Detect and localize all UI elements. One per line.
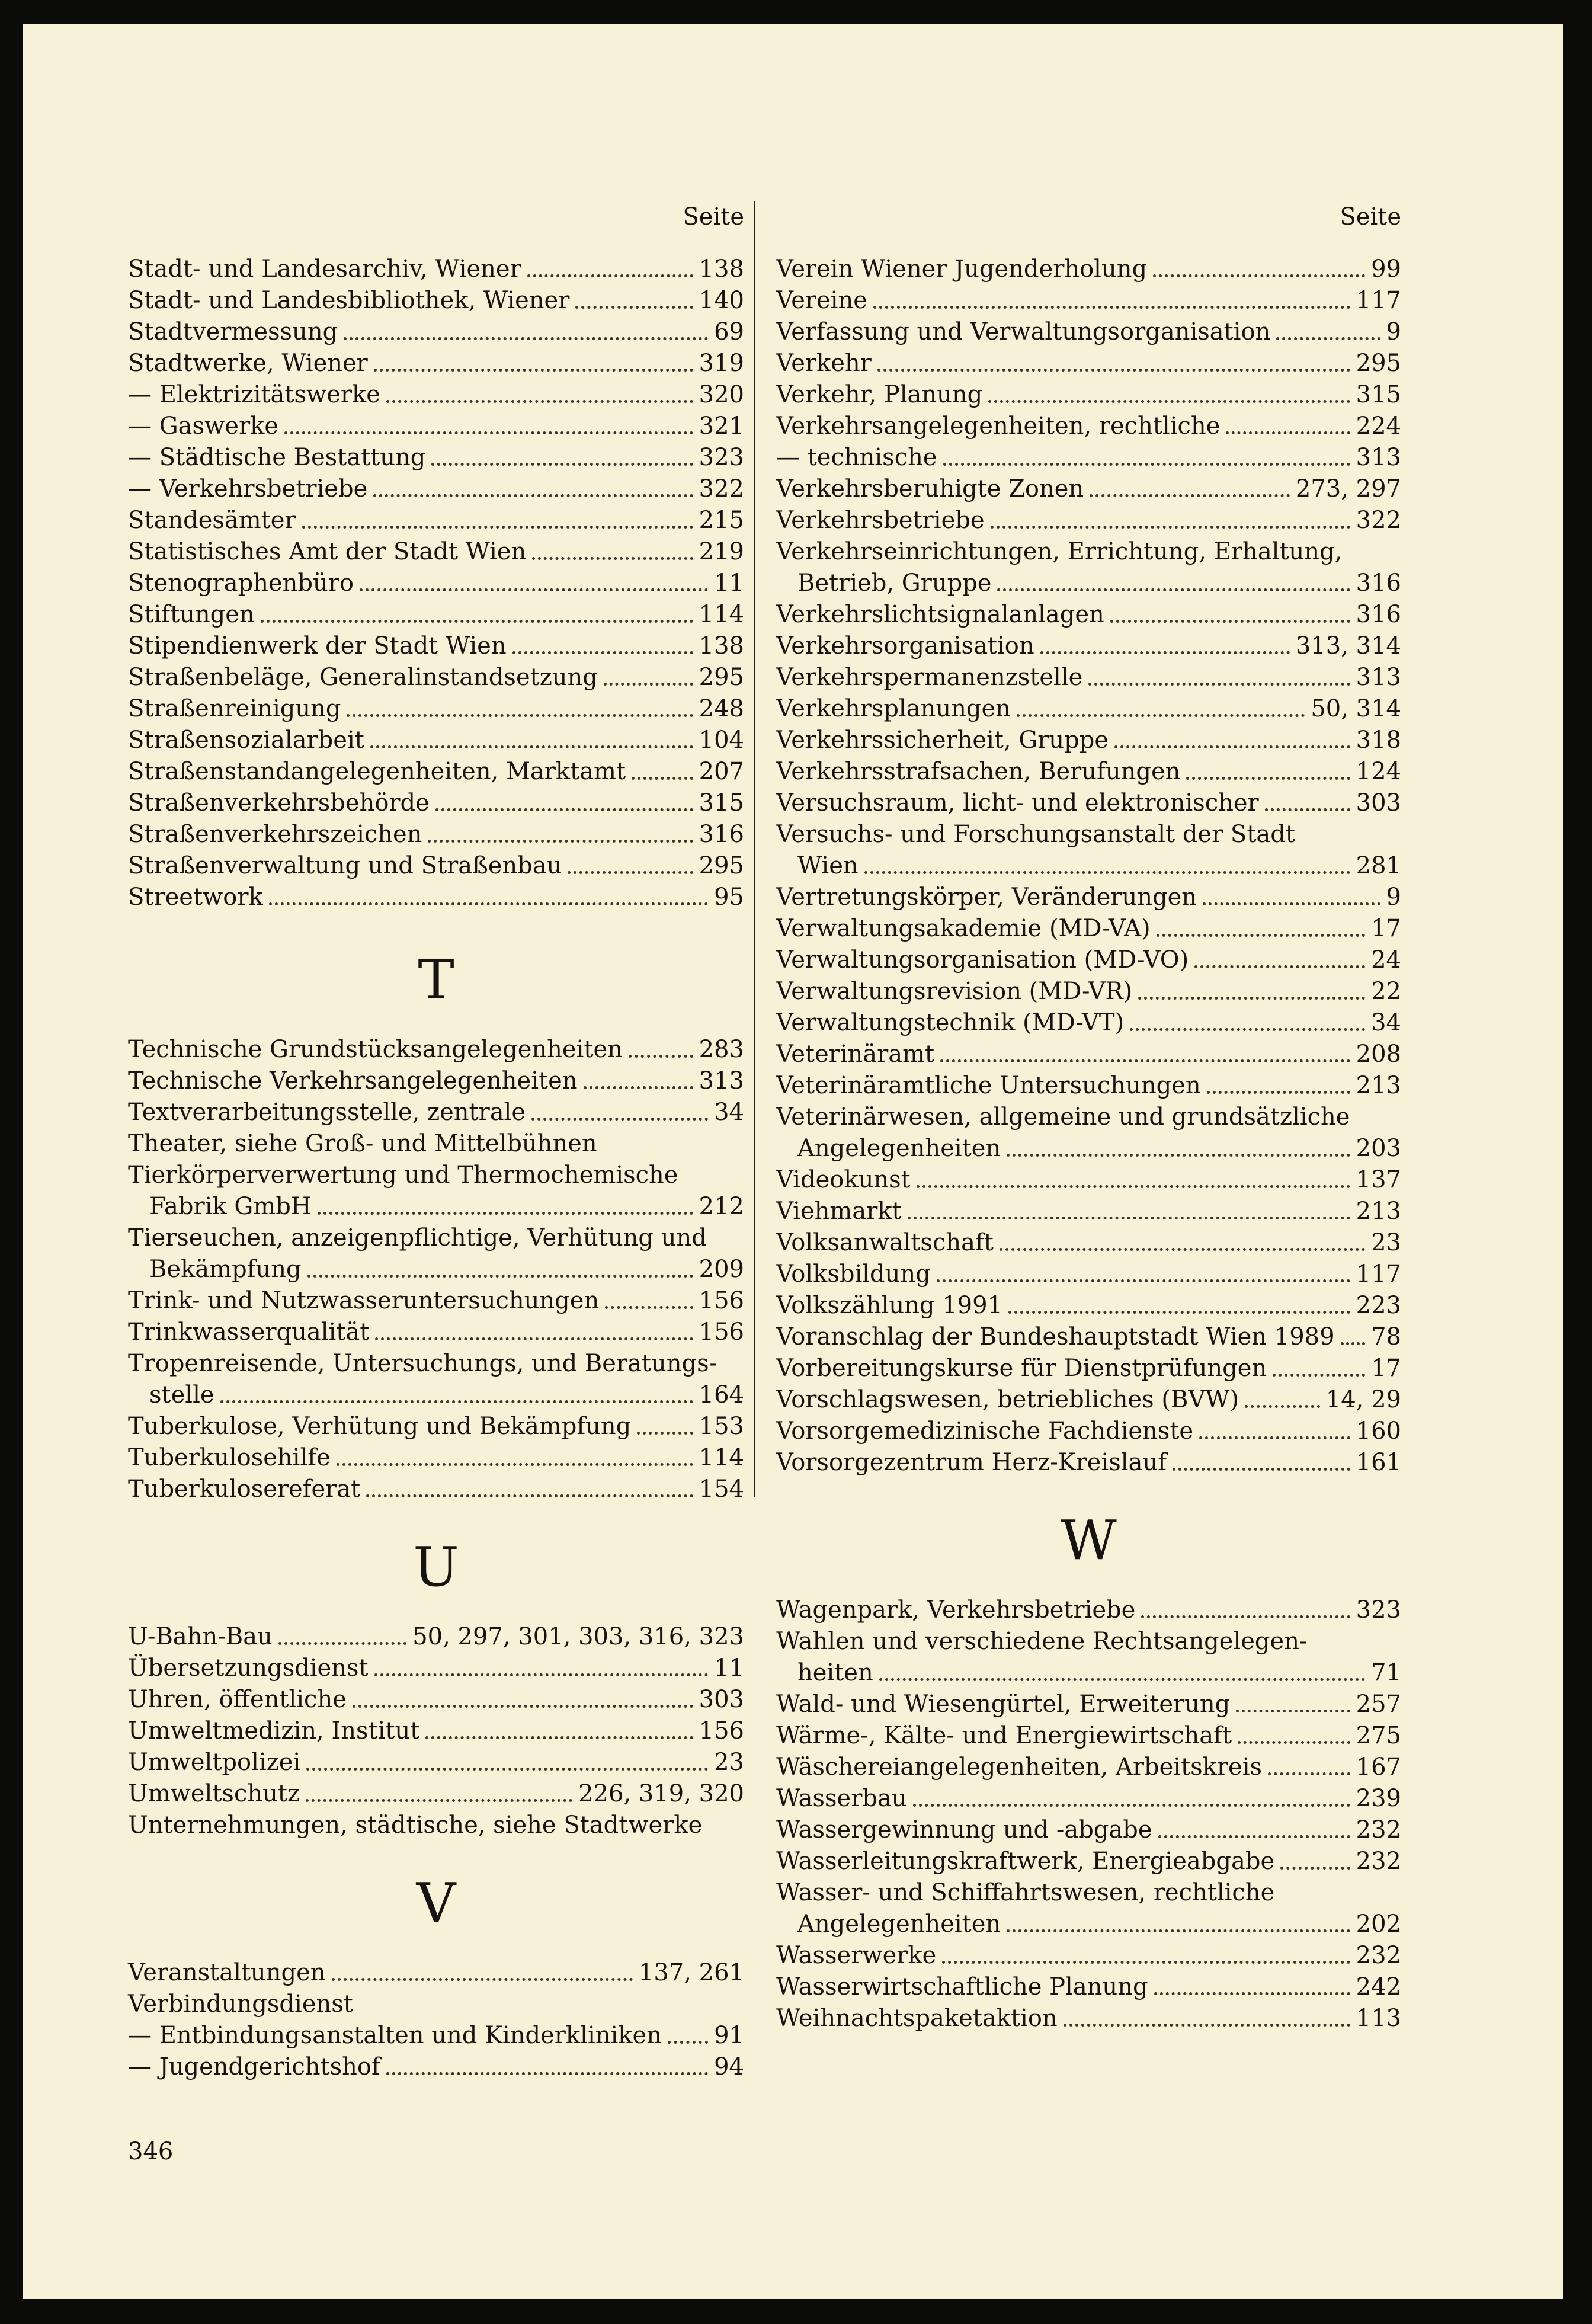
index-entry: Videokunst 137 [776,1166,1401,1193]
index-entry: Trinkwasserqualität 156 [128,1318,744,1346]
index-entry-continuation: Angelegenheiten 202 [797,1910,1401,1938]
index-entry: Verfassung und Verwaltungsorganisation 9 [776,318,1401,345]
index-entry-continuation: Wien 281 [797,852,1401,879]
page-number: 346 [128,2138,174,2165]
index-entry-continuation: heiten 71 [797,1659,1401,1686]
right-column [776,201,1401,2034]
index-entry: Stadt- und Landesbibliothek, Wiener 140 [128,287,744,314]
index-entry: Weihnachtspaketaktion 113 [776,2005,1401,2032]
index-entry: Wagenpark, Verkehrsbetriebe 323 [776,1596,1401,1624]
index-entry: Streetwork 95 [128,883,744,911]
index-entry: Stenographenbüro 11 [128,569,744,597]
index-entry: Wärme-, Kälte- und Energiewirtschaft 275 [776,1722,1401,1749]
index-entry-line1: Wasser- und Schiffahrtswesen, rechtliche [776,1879,1275,1906]
section-letter-w: W [1061,1509,1117,1572]
index-entry-line1: Tropenreisende, Untersuchungs, und Beratungs- [128,1350,717,1377]
index-entry: Versuchsraum, licht- und elektronischer 303 [776,789,1401,817]
section-letter-t: T [418,948,454,1011]
index-entry: Straßensozialarbeit 104 [128,726,744,754]
index-entry: Verwaltungsrevision (MD-VR) 22 [776,978,1401,1005]
index-entry: Technische Verkehrsangelegenheiten 313 [128,1067,744,1094]
section-letter-u: U [413,1535,459,1599]
index-entry: Stipendienwerk der Stadt Wien 138 [128,632,744,660]
index-entry: Uhren, öffentliche 303 [128,1686,744,1713]
index-entry: Voranschlag der Bundeshauptstadt Wien 1989 78 [776,1323,1401,1350]
index-entry: Statistisches Amt der Stadt Wien 219 [128,538,744,565]
index-entry: Wasserleitungskraftwerk, Energieabgabe 232 [776,1848,1401,1875]
section-letter-v: V [416,1871,456,1935]
index-entry: Umweltmedizin, Institut 156 [128,1717,744,1744]
index-entry: Veranstaltungen 137, 261 [128,1959,744,1986]
index-entry: Volksanwaltschaft 23 [776,1229,1401,1256]
index-entry: Tuberkulose, Verhütung und Bekämpfung 153 [128,1413,744,1440]
index-entry: Verwaltungsorganisation (MD-VO) 24 [776,946,1401,974]
index-entry-continuation: Angelegenheiten 203 [797,1135,1401,1162]
index-entry: Technische Grundstücksangelegenheiten 283 [128,1036,744,1063]
index-entry: U-Bahn-Bau 50, 297, 301, 303, 316, 323 [128,1623,744,1650]
index-entry-line1: Wahlen und verschiedene Rechtsangelegen- [776,1628,1308,1655]
index-entry: — technische 313 [776,444,1401,471]
index-entry: Übersetzungsdienst 11 [128,1654,744,1682]
index-entry: Verkehrsplanungen 50, 314 [776,695,1401,722]
index-entry: — Städtische Bestattung 323 [128,444,744,471]
index-entry: Umweltschutz 226, 319, 320 [128,1780,744,1807]
index-entry: Stadtvermessung 69 [128,318,744,345]
index-entry: Verkehr 295 [776,350,1401,377]
index-entry: Verkehrsstrafsachen, Berufungen 124 [776,758,1401,785]
index-entry: Theater, siehe Groß- und Mittelbühnen [128,1130,597,1157]
index-entry: Umweltpolizei 23 [128,1749,744,1776]
index-entry: Verwaltungstechnik (MD-VT) 34 [776,1009,1401,1036]
index-entry: Verbindungsdienst [128,1990,353,2018]
left-column [128,201,744,2083]
index-entry: Verkehrslichtsignalanlagen 316 [776,601,1401,628]
index-entry: Viehmarkt 213 [776,1198,1401,1225]
index-entry: Stadt- und Landesarchiv, Wiener 138 [128,255,744,283]
index-entry: Vereine 117 [776,287,1401,314]
index-entry: Straßenbeläge, Generalinstandsetzung 295 [128,664,744,691]
index-entry: Verkehr, Planung 315 [776,381,1401,408]
index-entry: — Entbindungsanstalten und Kinderkliniken 91 [128,2022,744,2049]
index-entry: Tuberkulosereferat 154 [128,1475,744,1503]
seite-header-right: Seite [1340,203,1401,231]
index-entry: Verkehrsorganisation 313, 314 [776,632,1401,660]
index-entry: Vorschlagswesen, betriebliches (BVW) 14, 29 [776,1386,1401,1413]
index-entry: Wasserwirtschaftliche Planung 242 [776,1973,1401,2000]
index-entry: Wassergewinnung und -abgabe 232 [776,1816,1401,1843]
index-entry-continuation: Betrieb, Gruppe 316 [797,569,1401,597]
index-entry: — Gaswerke 321 [128,412,744,440]
index-entry: Stadtwerke, Wiener 319 [128,350,744,377]
index-entry: Vorsorgemedizinische Fachdienste 160 [776,1417,1401,1445]
index-entry: Vertretungskörper, Veränderungen 9 [776,883,1401,911]
index-entry: Straßenverwaltung und Straßenbau 295 [128,852,744,879]
index-entry: — Verkehrsbetriebe 322 [128,475,744,502]
seite-header-left: Seite [683,203,744,231]
index-entry: Unternehmungen, städtische, siehe Stadtwerke [128,1811,703,1839]
index-entry: Veterinäramtliche Untersuchungen 213 [776,1072,1401,1099]
index-entry: Verwaltungsakademie (MD-VA) 17 [776,915,1401,942]
index-entry: Verkehrspermanenzstelle 313 [776,664,1401,691]
index-entry: Verkehrsbetriebe 322 [776,507,1401,534]
index-entry: Verkehrsangelegenheiten, rechtliche 224 [776,412,1401,440]
index-entry: Straßenverkehrsbehörde 315 [128,789,744,817]
index-entry: Straßenverkehrszeichen 316 [128,821,744,848]
index-entry: — Jugendgerichtshof 94 [128,2053,744,2080]
column-divider [754,201,755,1497]
index-entry: Veterinäramt 208 [776,1041,1401,1068]
index-entry-line1: Verkehrseinrichtungen, Errichtung, Erhaltung, [776,538,1343,565]
index-entry: — Elektrizitätswerke 320 [128,381,744,408]
index-entry: Verkehrssicherheit, Gruppe 318 [776,726,1401,754]
index-entry-line1: Tierkörperverwertung und Thermochemische [128,1161,678,1189]
index-entry-line1: Veterinärwesen, allgemeine und grundsätzliche [776,1103,1350,1131]
index-entry: Textverarbeitungsstelle, zentrale 34 [128,1099,744,1126]
index-entry: Verkehrsberuhigte Zonen 273, 297 [776,475,1401,502]
index-page [23,24,1563,2299]
index-entry: Trink- und Nutzwasseruntersuchungen 156 [128,1287,744,1314]
index-entry-continuation: Fabrik GmbH 212 [149,1193,744,1220]
index-entry: Vorsorgezentrum Herz-Kreislauf 161 [776,1449,1401,1476]
index-entry: Wasserbau 239 [776,1785,1401,1812]
index-entry: Stiftungen 114 [128,601,744,628]
index-entry: Volkszählung 1991 223 [776,1292,1401,1319]
index-entry-line1: Versuchs- und Forschungsanstalt der Stadt [776,821,1295,848]
index-entry-continuation: stelle 164 [149,1381,744,1409]
index-entry: Wasserwerke 232 [776,1942,1401,1969]
index-entry: Vorbereitungskurse für Dienstprüfungen 17 [776,1355,1401,1382]
index-entry: Straßenreinigung 248 [128,695,744,722]
index-entry: Straßenstandangelegenheiten, Marktamt 207 [128,758,744,785]
index-entry: Tuberkulosehilfe 114 [128,1444,744,1471]
index-entry: Wald- und Wiesengürtel, Erweiterung 257 [776,1691,1401,1718]
index-entry: Standesämter 215 [128,507,744,534]
index-entry: Verein Wiener Jugenderholung 99 [776,255,1401,283]
index-entry: Volksbildung 117 [776,1260,1401,1288]
index-entry-line1: Tierseuchen, anzeigenpflichtige, Verhütung und [128,1224,707,1251]
index-entry-continuation: Bekämpfung 209 [149,1256,744,1283]
index-entry: Wäschereiangelegenheiten, Arbeitskreis 167 [776,1753,1401,1781]
